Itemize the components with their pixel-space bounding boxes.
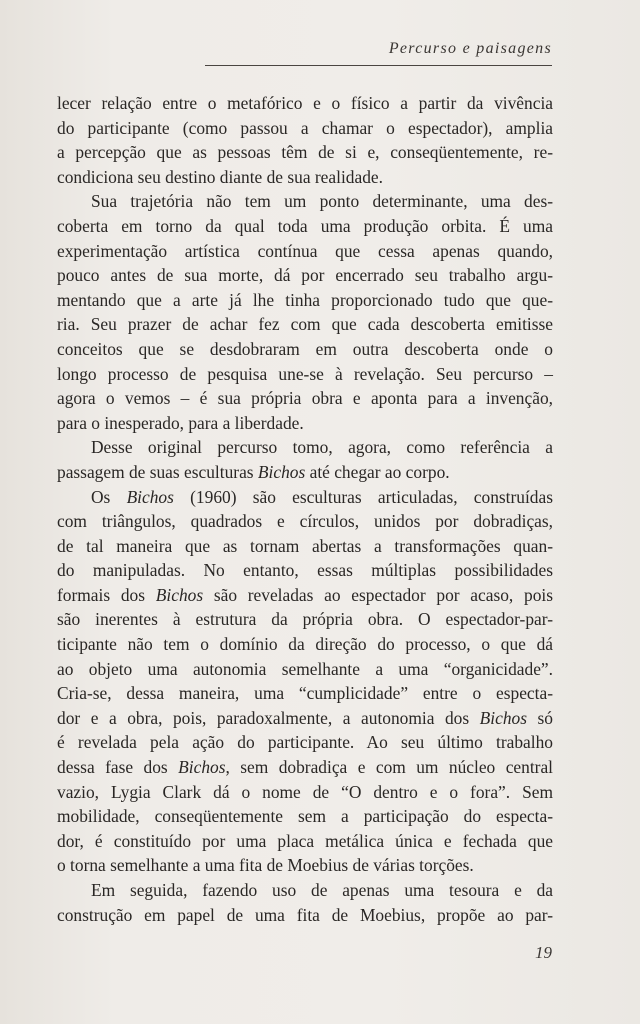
header-rule — [205, 65, 552, 66]
text-line: condiciona seu destino diante de sua realidade. — [57, 166, 383, 187]
text-line: dessa fase dos Bichos, sem dobradiça e com um núcleo central — [57, 757, 553, 778]
text-line: o torna semelhante a uma fita de Moebius de várias torções. — [57, 855, 474, 876]
text-line: ria. Seu prazer de achar fez com que cada descoberta emitisse — [57, 314, 553, 335]
text-line: a percepção que as pessoas têm de si e, conseqüentemente, re- — [57, 142, 553, 163]
text-line: Desse original percurso tomo, agora, como referência a — [91, 437, 553, 458]
text-line: vazio, Lygia Clark dá o nome de “O dentro e o fora”. Sem — [57, 781, 553, 802]
text-line: construção em papel de uma fita de Moebius, propõe ao par- — [57, 904, 553, 925]
text-line: formais dos Bichos são reveladas ao espectador por acaso, pois — [57, 584, 553, 605]
text-line: agora o vemos – é sua própria obra e aponta para a invenção, — [57, 388, 553, 409]
text-line: Cria-se, dessa maneira, uma “cumplicidade” entre o especta- — [57, 683, 553, 704]
text-line: dor e a obra, pois, paradoxalmente, a autonomia dos Bichos só — [57, 707, 553, 728]
text-line: dor, é constituído por uma placa metálica única e fechada que — [57, 830, 553, 851]
page-number: 19 — [535, 943, 552, 962]
text-line: do manipuladas. No entanto, essas múltiplas possibilidades — [57, 560, 553, 581]
text-line: passagem de suas esculturas Bichos até chegar ao corpo. — [57, 461, 450, 482]
text-line: lecer relação entre o metafórico e o físico a partir da vivência — [57, 93, 553, 113]
text-line: ao objeto uma autonomia semelhante a uma “organicidade”. — [57, 658, 553, 679]
text-line: longo processo de pesquisa une-se à revelação. Seu percurso – — [57, 363, 553, 384]
text-line: experimentação artística contínua que cessa apenas quando, — [57, 240, 553, 261]
text-line: Os Bichos (1960) são esculturas articuladas, construídas — [91, 486, 553, 507]
text-line: Em seguida, fazendo uso de apenas uma tesoura e da — [91, 880, 553, 900]
text-line: ticipante não tem o domínio da direção do processo, o que dá — [57, 634, 553, 655]
text-line: conceitos que se desdobraram em outra descoberta onde o — [57, 338, 553, 359]
text-line: mentando que a arte já lhe tinha proporcionado tudo que que- — [57, 289, 553, 310]
text-line: Sua trajetória não tem um ponto determinante, uma des- — [91, 191, 553, 212]
text-line: mobilidade, conseqüentemente sem a participação do especta- — [57, 806, 553, 827]
text-line: para o inesperado, para a liberdade. — [57, 412, 304, 433]
text-line: de tal maneira que as tornam abertas a transformações quan- — [57, 535, 553, 556]
text-line: são inerentes à estrutura da própria obra. O espectador-par- — [57, 609, 553, 630]
body-text — [57, 91, 553, 927]
text-line: coberta em torno da qual toda uma produção orbita. É uma — [57, 215, 553, 236]
text-line: com triângulos, quadrados e círculos, unidos por dobradiças, — [57, 511, 553, 532]
text-line: do participante (como passou a chamar o espectador), amplia — [57, 117, 553, 138]
running-head: Percurso e paisagens — [388, 40, 552, 57]
text-line: é revelada pela ação do participante. Ao seu último trabalho — [57, 732, 553, 753]
text-line: pouco antes de sua morte, dá por encerrado seu trabalho argu- — [57, 265, 553, 286]
